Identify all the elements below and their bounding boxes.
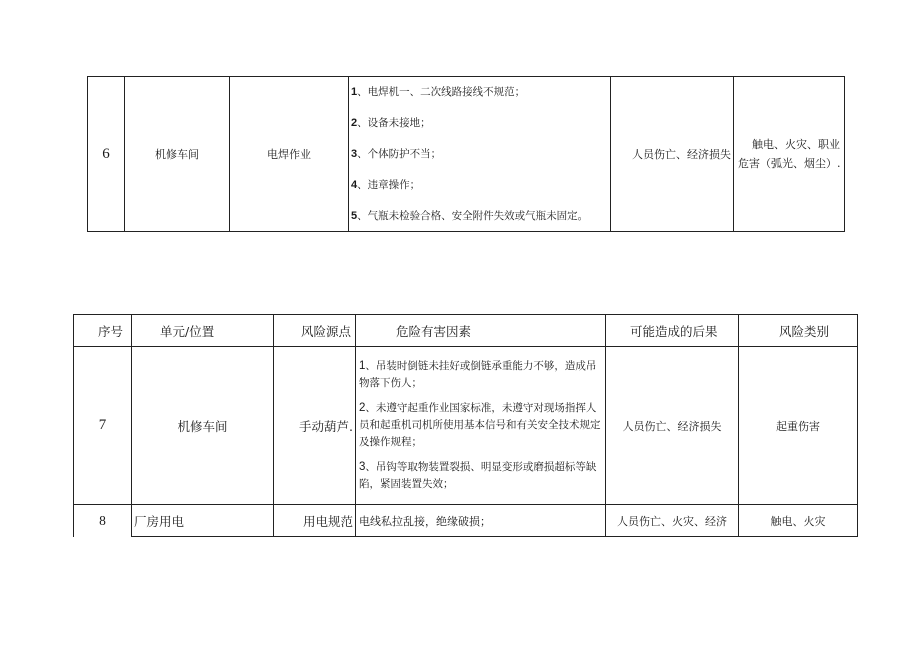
hazards-cell: 电线私拉乱接，绝缘破损；	[356, 505, 606, 537]
consequence-cell: 人员伤亡、火灾、经济	[606, 505, 739, 537]
table-row	[74, 505, 858, 537]
hazard-item: 5、气瓶未检验合格、安全附件失效或气瓶未固定。	[351, 210, 589, 222]
category-line: 触电、火灾、职业	[752, 138, 840, 151]
hazards-cell	[349, 77, 611, 232]
row-index: 8	[74, 505, 132, 537]
hazard-item: 3、吊钩等取物装置裂损、明显变形或磨损超标等缺陷，紧固装置失效；	[359, 461, 597, 490]
header-hazards: 危险有害因素	[356, 315, 606, 347]
consequence-cell: 人员伤亡、经济损失	[606, 347, 739, 505]
row-index: 7	[74, 347, 132, 505]
hazard-item: 2、未遵守起重作业国家标准，未遵守对现场指挥人员和起重机司机所使用基本信号和有关安全技术规定及操作规程；	[359, 402, 601, 448]
hazard-item: 1、吊装时倒链未挂好或倒链承重能力不够，造成吊物落下伤人；	[359, 360, 597, 389]
source-cell: 电焊作业	[230, 77, 349, 232]
header-index: 序号	[74, 315, 132, 347]
header-category: 风险类别	[739, 315, 858, 347]
consequence-cell: 人员伤亡、经济损失	[611, 77, 734, 232]
unit-cell: 厂房用电	[132, 505, 274, 537]
table-row	[74, 347, 858, 505]
risk-table-2	[73, 314, 858, 537]
row-index: 6	[88, 77, 125, 232]
hazards-cell	[356, 347, 606, 505]
risk-table-1	[87, 76, 845, 232]
category-cell: 起重伤害	[739, 347, 858, 505]
source-cell: 手动葫芦.	[274, 347, 356, 505]
category-cell	[734, 77, 845, 232]
header-consequence: 可能造成的后果	[606, 315, 739, 347]
header-row	[74, 315, 858, 347]
hazard-item: 1、电焊机一、二次线路接线不规范；	[351, 86, 526, 98]
header-source: 风险源点	[274, 315, 356, 347]
category-cell: 触电、火灾	[739, 505, 858, 537]
table-row	[88, 77, 845, 232]
hazard-item: 4、违章操作；	[351, 179, 421, 191]
hazard-item: 2、设备未接地；	[351, 117, 431, 129]
header-unit: 单元/位置	[132, 315, 274, 347]
category-line: 危害（弧光、烟尘）.	[738, 157, 841, 170]
hazard-item: 3、个体防护不当；	[351, 148, 442, 160]
unit-cell: 机修车间	[132, 347, 274, 505]
source-cell: 用电规范	[274, 505, 356, 537]
unit-cell: 机修车间	[125, 77, 230, 232]
